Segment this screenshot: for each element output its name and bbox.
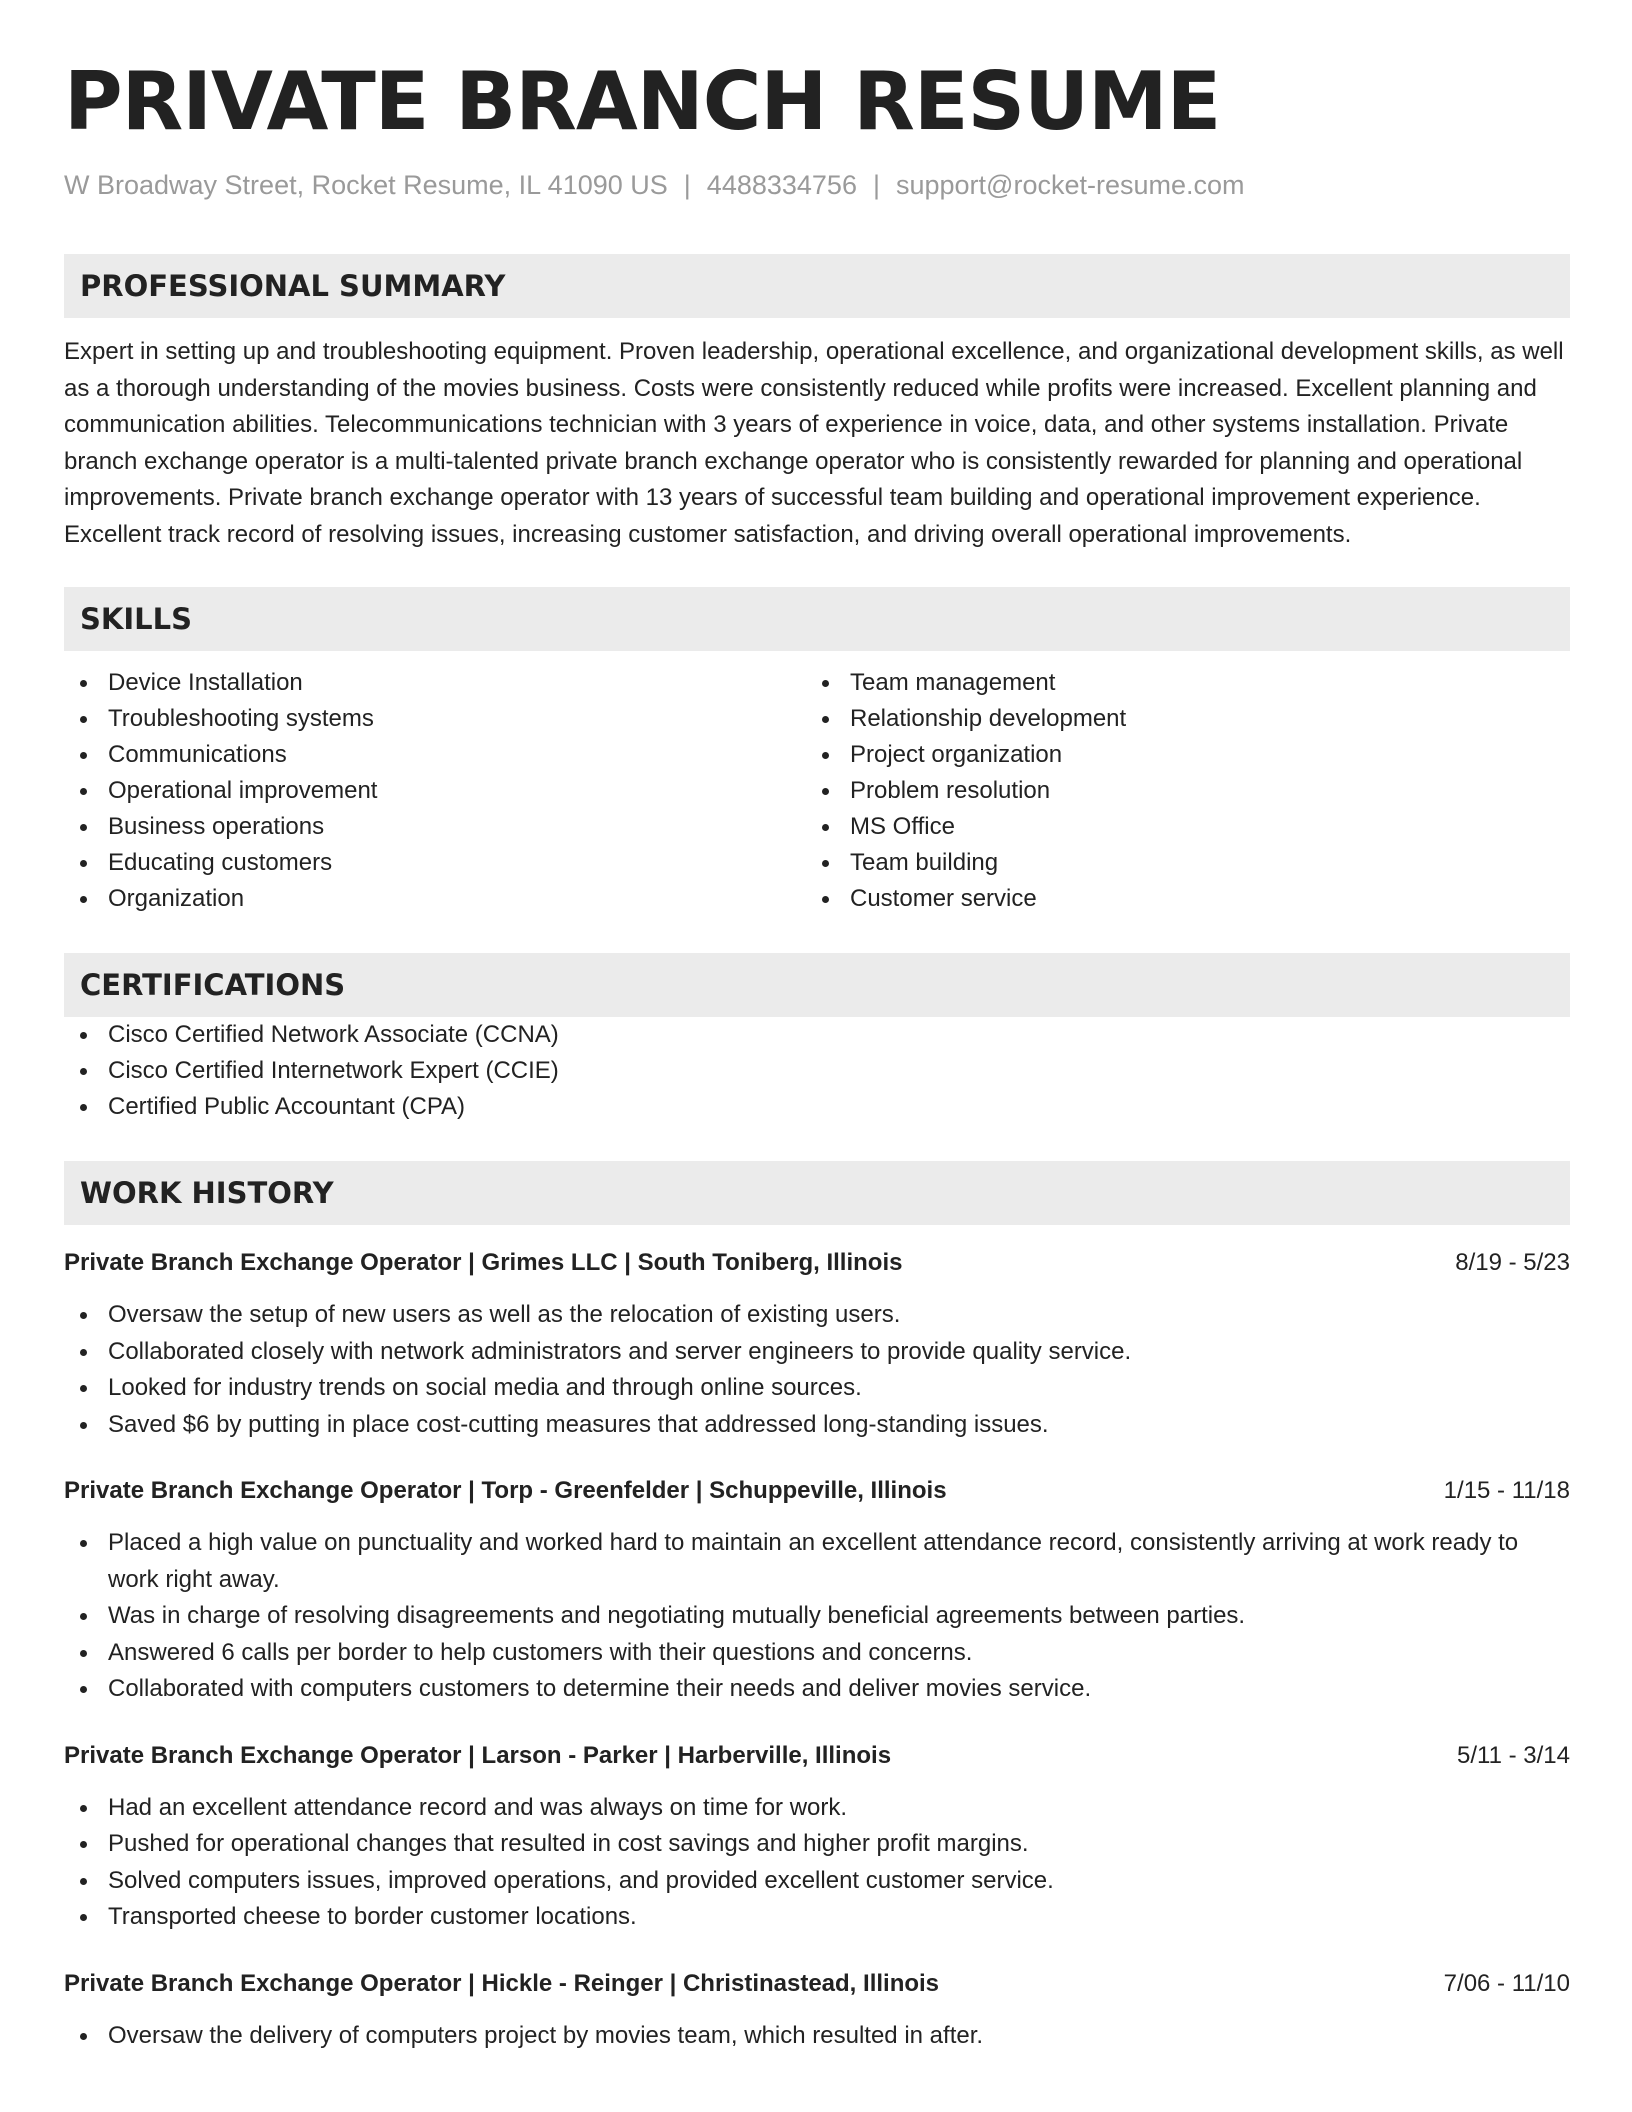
- job-bullets: [64, 1790, 1570, 1936]
- job-bullets: [64, 1297, 1570, 1443]
- job-header: [64, 1738, 1570, 1774]
- certifications-heading: CERTIFICATIONS: [64, 953, 1570, 1017]
- skill-item: Team management: [806, 665, 1548, 701]
- job-bullet: Placed a high value on punctuality and worked hard to maintain an excellent attendance record, consistently arriving at work ready to work right away.: [64, 1525, 1570, 1598]
- job-bullet: Oversaw the delivery of computers project by movies team, which resulted in after.: [64, 2018, 1570, 2055]
- job-entry: [64, 1245, 1570, 1443]
- skill-item: Organization: [64, 881, 806, 917]
- skill-item: Business operations: [64, 809, 806, 845]
- skill-item: Troubleshooting systems: [64, 701, 806, 737]
- job-bullet: Collaborated with computers customers to determine their needs and deliver movies service.: [64, 1671, 1570, 1708]
- contact-address: W Broadway Street, Rocket Resume, IL 41090 US: [64, 170, 668, 200]
- skill-item: Educating customers: [64, 845, 806, 881]
- work-history-heading: WORK HISTORY: [64, 1161, 1570, 1225]
- skill-item: Customer service: [806, 881, 1548, 917]
- certification-item: Cisco Certified Internetwork Expert (CCIE): [64, 1053, 1570, 1089]
- resume-page: [64, 50, 1570, 2054]
- job-entry: [64, 1738, 1570, 1936]
- skill-item: Device Installation: [64, 665, 806, 701]
- skill-item: Problem resolution: [806, 773, 1548, 809]
- certification-item: Certified Public Accountant (CPA): [64, 1089, 1570, 1125]
- job-bullet: Transported cheese to border customer locations.: [64, 1899, 1570, 1936]
- skill-item: Communications: [64, 737, 806, 773]
- job-bullet: Collaborated closely with network administrators and server engineers to provide quality service.: [64, 1334, 1570, 1371]
- job-bullet: Answered 6 calls per border to help customers with their questions and concerns.: [64, 1635, 1570, 1672]
- skills-column-left: [64, 665, 806, 917]
- job-bullet: Had an excellent attendance record and was always on time for work.: [64, 1790, 1570, 1827]
- job-header: [64, 1245, 1570, 1281]
- job-bullet: Pushed for operational changes that resulted in cost savings and higher profit margins.: [64, 1826, 1570, 1863]
- job-bullet: Looked for industry trends on social media and through online sources.: [64, 1370, 1570, 1407]
- job-entry: [64, 1966, 1570, 2055]
- skill-item: Team building: [806, 845, 1548, 881]
- skills-heading: SKILLS: [64, 587, 1570, 651]
- job-entry: [64, 1473, 1570, 1708]
- skill-item: Operational improvement: [64, 773, 806, 809]
- job-bullet: Saved $6 by putting in place cost-cutting measures that addressed long-standing issues.: [64, 1407, 1570, 1444]
- contact-separator: |: [872, 170, 880, 200]
- skill-item: Relationship development: [806, 701, 1548, 737]
- job-dates: 7/06 - 11/10: [1443, 1969, 1570, 1997]
- skill-item: Project organization: [806, 737, 1548, 773]
- contact-separator: |: [683, 170, 691, 200]
- job-bullets: [64, 1525, 1570, 1708]
- contact-email: support@rocket-resume.com: [895, 170, 1245, 200]
- contact-line: [64, 168, 1570, 202]
- skill-item: MS Office: [806, 809, 1548, 845]
- skills-list: [64, 665, 1570, 917]
- certifications-list: [64, 1017, 1570, 1125]
- job-header: [64, 1473, 1570, 1509]
- contact-phone: 4488334756: [706, 170, 857, 200]
- job-title: Private Branch Exchange Operator | Hickle - Reinger | Christinastead, Illinois: [64, 1969, 940, 1997]
- summary-text: Expert in setting up and troubleshooting equipment. Proven leadership, operational excellence, and organizational development skills, as well as a thorough understanding of the movies business. Costs were consistently reduced while profits were increased. Excellent planning and communication abilities. Telecommunications technician with 3 years of experience in voice, data, and other systems installation. Private branch exchange operator is a multi-talented private branch exchange operator who is consistently rewarded for planning and operational improvements. Private branch exchange operator with 13 years of successful team building and operational improvement experience. Excellent track record of resolving issues, increasing customer satisfaction, and driving overall operational improvements.: [64, 338, 1564, 548]
- resume-name: PRIVATE BRANCH RESUME: [64, 55, 1221, 148]
- job-bullets: [64, 2018, 1570, 2055]
- job-bullet: Oversaw the setup of new users as well as the relocation of existing users.: [64, 1297, 1570, 1334]
- job-title: Private Branch Exchange Operator | Torp - Greenfelder | Schuppeville, Illinois: [64, 1477, 947, 1504]
- job-dates: 5/11 - 3/14: [1457, 1741, 1570, 1769]
- job-header: [64, 1966, 1570, 2002]
- job-bullet: Solved computers issues, improved operations, and provided excellent customer service.: [64, 1863, 1570, 1900]
- summary-heading: PROFESSIONAL SUMMARY: [64, 254, 1570, 318]
- job-dates: 1/15 - 11/18: [1443, 1477, 1570, 1504]
- job-dates: 8/19 - 5/23: [1455, 1249, 1570, 1276]
- job-title: Private Branch Exchange Operator | Grimes LLC | South Toniberg, Illinois: [64, 1249, 903, 1276]
- certification-item: Cisco Certified Network Associate (CCNA): [64, 1017, 1570, 1053]
- skills-column-right: [806, 665, 1548, 917]
- job-bullet: Was in charge of resolving disagreements and negotiating mutually beneficial agreements between parties.: [64, 1598, 1570, 1635]
- job-title: Private Branch Exchange Operator | Larson - Parker | Harberville, Illinois: [64, 1741, 892, 1769]
